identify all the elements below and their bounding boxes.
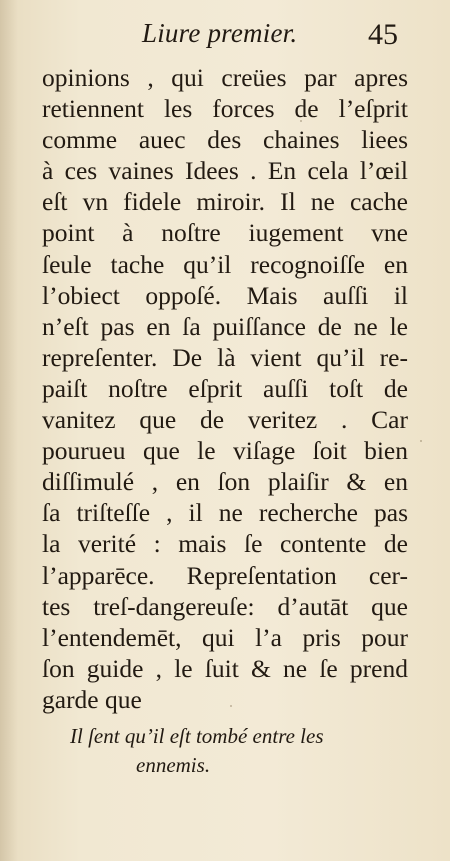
running-title: Liure premier.: [142, 18, 298, 48]
text-line: ſon guide , le ſuit & ne ſe prend: [42, 653, 408, 683]
text-line: l’apparēce. Repreſentation cer-: [42, 560, 408, 590]
text-line: ſeule tache qu’il recognoiſſe en: [42, 249, 408, 279]
marginal-note: [70, 722, 410, 780]
body-text: [42, 62, 408, 715]
text-line: eſt vn fidele miroir. Il ne cache: [42, 187, 408, 217]
gutter-shadow: [0, 0, 18, 861]
paper-speck: [300, 120, 302, 122]
text-line: pourueu que le viſage ſoit bien: [42, 436, 408, 466]
text-line: à ces vaines Idees . En cela l’œil: [42, 156, 408, 186]
paper-speck: [420, 440, 422, 442]
text-line: point à noſtre iugement vne: [42, 218, 408, 248]
text-line: l’entendemēt, qui l’a pris pour: [42, 622, 408, 652]
text-line: tes treſ-dangereuſe: d’autāt que: [42, 591, 408, 621]
page-header: [0, 18, 450, 58]
page-number: 45: [368, 18, 398, 51]
text-line: diſſimulé , en ſon plaiſir & en: [42, 467, 408, 497]
text-line: ſa triſteſſe , il ne recherche pas: [42, 498, 408, 528]
text-line: n’eſt pas en ſa puiſſance de ne le: [42, 311, 408, 341]
text-line: la verité : mais ſe contente de: [42, 529, 408, 559]
text-line: comme auec des chaines liees: [42, 125, 408, 155]
text-line: retiennent les forces de l’eſprit: [42, 94, 408, 124]
marginal-note-line: ennemis.: [136, 753, 211, 777]
text-line: opinions , qui creües par apres: [42, 63, 408, 92]
text-line: repreſenter. De là vient qu’il re-: [42, 342, 408, 372]
marginal-note-line: Il ſent qu’il eſt tombé entre les: [70, 724, 324, 748]
paper-speck: [230, 705, 232, 707]
text-line: garde que: [42, 684, 142, 714]
text-line: paiſt noſtre eſprit auſſi toſt de: [42, 373, 408, 403]
text-line: l’obiect oppoſé. Mais auſſi il: [42, 280, 408, 310]
text-line: vanitez que de veritez . Car: [42, 405, 408, 435]
